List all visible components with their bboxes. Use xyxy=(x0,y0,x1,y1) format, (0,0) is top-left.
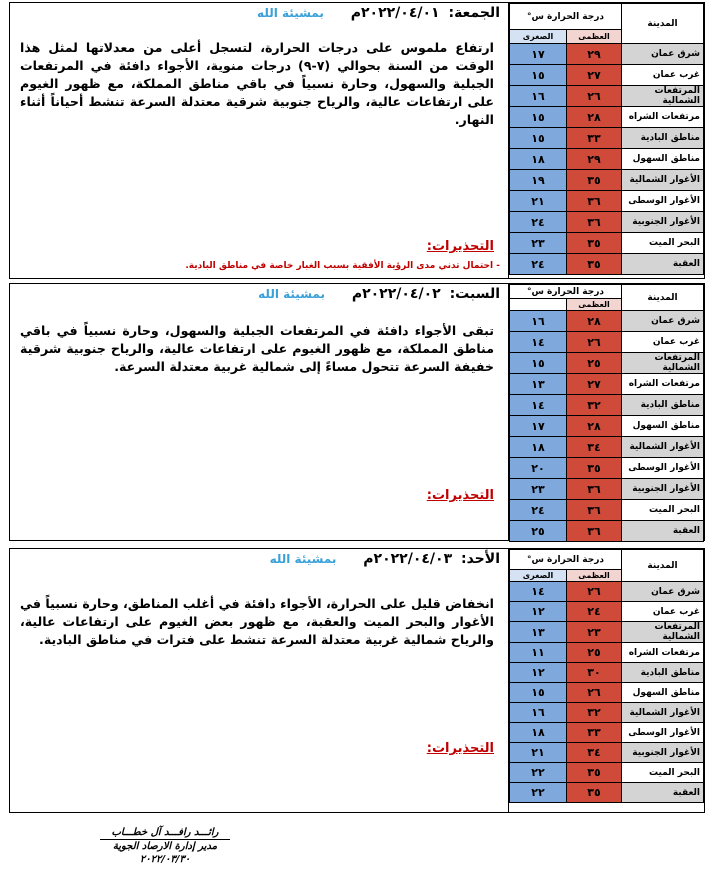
city-name: مناطق السهول xyxy=(622,149,704,170)
city-name: المرتفعات الشمالية xyxy=(622,353,704,374)
min-temp: ١٥ xyxy=(510,65,567,86)
table-row xyxy=(510,602,704,622)
max-temp: ٢٨ xyxy=(567,416,622,437)
city-name: الأغوار الوسطى xyxy=(622,458,704,479)
min-temp: ٢٢ xyxy=(510,783,567,803)
warning-note: - احتمال تدني مدى الرؤية الأفقية بسبب الغبار خاصة في مناطق البادية. xyxy=(185,261,500,271)
min-temp: ٢١ xyxy=(510,743,567,763)
max-temp: ٢٩ xyxy=(567,149,622,170)
max-temp: ٢٥ xyxy=(567,643,622,663)
table-row xyxy=(510,128,704,149)
city-header: المدينة xyxy=(622,4,704,44)
day-heading xyxy=(258,286,500,302)
min-temp: ١١ xyxy=(510,643,567,663)
city-header: المدينة xyxy=(622,285,704,311)
temperature-table-sunday xyxy=(508,549,704,812)
city-name: مناطق السهول xyxy=(622,416,704,437)
table-row xyxy=(510,191,704,212)
temp-header: درجة الحرارة س° xyxy=(510,550,622,570)
city-name: الأغوار الوسطى xyxy=(622,723,704,743)
table-row xyxy=(510,723,704,743)
min-temp: ١٣ xyxy=(510,374,567,395)
max-temp: ٢٦ xyxy=(567,683,622,703)
city-name: مرتفعات الشراه xyxy=(622,374,704,395)
city-name: العقبة xyxy=(622,254,704,275)
max-temp: ٣٣ xyxy=(567,128,622,149)
city-name: مناطق البادية xyxy=(622,663,704,683)
min-temp: ١٧ xyxy=(510,416,567,437)
max-temp: ٣٦ xyxy=(567,479,622,500)
max-temp: ٣٤ xyxy=(567,437,622,458)
min-temp: ١٥ xyxy=(510,128,567,149)
max-temp: ٢٧ xyxy=(567,65,622,86)
max-temp: ٣٥ xyxy=(567,233,622,254)
day-block-friday xyxy=(9,2,705,279)
temperature-table-saturday xyxy=(508,284,704,540)
inshallah-label: بمشيئة الله xyxy=(257,6,324,20)
city-name: الأغوار الجنوبية xyxy=(622,212,704,233)
signature-title: مدير إدارة الارصاد الجوية xyxy=(112,841,218,852)
max-header: العظمى xyxy=(567,570,622,582)
max-temp: ٢٥ xyxy=(567,353,622,374)
table-row xyxy=(510,149,704,170)
min-temp: ١٧ xyxy=(510,44,567,65)
day-heading xyxy=(257,5,500,21)
forecast-text-panel xyxy=(10,3,508,278)
table-row xyxy=(510,582,704,602)
forecast-text-panel xyxy=(10,549,508,812)
city-name: مرتفعات الشراه xyxy=(622,643,704,663)
min-temp: ١٦ xyxy=(510,86,567,107)
min-temp: ١٣ xyxy=(510,622,567,643)
table-row xyxy=(510,374,704,395)
city-name: مناطق البادية xyxy=(622,128,704,149)
table-row xyxy=(510,703,704,723)
forecast-date: ٢٠٢٢/٠٤/٠١م xyxy=(350,5,440,21)
city-name: شرق عمان xyxy=(622,311,704,332)
forecast-description: انخفاض قليل على الحرارة، الأجواء دافئة في أغلب المناطق، وحارة نسبياً في الأغوار والبحر الميت والعقبة، مع ظهور بعض الغيوم على ارتفاعات عالية، والرياح شمالية غربية معتدلة السرعة تنشط على فترات في مناطق البادية. xyxy=(20,596,494,647)
min-temp: ١٤ xyxy=(510,395,567,416)
table-row xyxy=(510,521,704,542)
max-temp: ٣٥ xyxy=(567,254,622,275)
city-name: البحر الميت xyxy=(622,763,704,783)
min-temp: ٢٢ xyxy=(510,763,567,783)
min-temp: ٢٤ xyxy=(510,500,567,521)
forecast-description: تبقى الأجواء دافئة في المرتفعات الجبلية والسهول، وحارة نسبياً في باقي مناطق المملكة، مع ظهور الغيوم على ارتفاعات عالية، والرياح جنوبية شرقية خفيفة السرعة تتحول مساءً إلى شمالية غربية معتدلة السرعة. xyxy=(20,323,494,374)
table-row xyxy=(510,107,704,128)
city-name: غرب عمان xyxy=(622,65,704,86)
table-row xyxy=(510,254,704,275)
day-name: السبت: xyxy=(449,286,500,302)
forecast-description: ارتفاع ملموس على درجات الحرارة، لتسجل أعلى من معدلاتها لمثل هذا الوقت من السنة بحوالي (٧-٩) درجات منوية، الأجواء دافئة في المرتفعات الجبلية والسهول، وحارة نسبياً في باقي مناطق المملكة، مع ظهور الغيوم على ارتفاعات عالية، والرياح جنوبية شرقية معتدلة السرعة تنشط أحياناً أثناء النهار. xyxy=(20,40,494,127)
min-temp: ١٢ xyxy=(510,663,567,683)
temperature-table-friday xyxy=(508,3,704,278)
forecast-date: ٢٠٢٢/٠٤/٠٢م xyxy=(351,286,441,302)
day-name: الأحد: xyxy=(461,551,500,567)
max-temp: ٣٥ xyxy=(567,458,622,479)
city-name: الأغوار الشمالية xyxy=(622,703,704,723)
table-row xyxy=(510,233,704,254)
city-name: الأغوار الجنوبية xyxy=(622,743,704,763)
min-temp: ٢١ xyxy=(510,191,567,212)
min-temp: ٢٣ xyxy=(510,233,567,254)
table-row xyxy=(510,683,704,703)
city-name: غرب عمان xyxy=(622,602,704,622)
table-row xyxy=(510,458,704,479)
city-name: شرق عمان xyxy=(622,44,704,65)
forecast-text-panel xyxy=(10,284,508,540)
table-row xyxy=(510,65,704,86)
max-temp: ٢٦ xyxy=(567,582,622,602)
max-temp: ٢٣ xyxy=(567,622,622,643)
warnings-label: التحذيرات: xyxy=(426,239,494,254)
max-temp: ٣٦ xyxy=(567,521,622,542)
max-temp: ٣٢ xyxy=(567,703,622,723)
table-row xyxy=(510,743,704,763)
max-temp: ٣٥ xyxy=(567,783,622,803)
max-temp: ٣٥ xyxy=(567,170,622,191)
city-name: العقبة xyxy=(622,521,704,542)
signature-block xyxy=(100,826,230,866)
min-temp: ١٥ xyxy=(510,353,567,374)
signature-name: رائـــد رافـــد آل خطـــاب xyxy=(100,826,230,840)
max-temp: ٣٣ xyxy=(567,723,622,743)
min-temp: ١٥ xyxy=(510,107,567,128)
max-temp: ٣٥ xyxy=(567,763,622,783)
min-temp: ١٤ xyxy=(510,582,567,602)
min-temp: ٢٠ xyxy=(510,458,567,479)
city-name: الأغوار الشمالية xyxy=(622,437,704,458)
inshallah-label: بمشيئة الله xyxy=(258,287,325,301)
min-header: الصغرى xyxy=(510,30,567,44)
warnings-label: التحذيرات: xyxy=(426,741,494,756)
table-row xyxy=(510,479,704,500)
max-header: العظمى xyxy=(567,30,622,44)
min-temp: ١٤ xyxy=(510,332,567,353)
city-header: المدينة xyxy=(622,550,704,582)
min-temp: ١٢ xyxy=(510,602,567,622)
min-temp: ٢٣ xyxy=(510,479,567,500)
min-temp: ١٦ xyxy=(510,311,567,332)
min-temp: ٢٤ xyxy=(510,254,567,275)
min-temp: ١٩ xyxy=(510,170,567,191)
max-temp: ٢٧ xyxy=(567,374,622,395)
city-name: شرق عمان xyxy=(622,582,704,602)
max-temp: ٣٤ xyxy=(567,743,622,763)
min-header: الصغرى xyxy=(510,570,567,582)
max-temp: ٣٦ xyxy=(567,191,622,212)
table-row xyxy=(510,643,704,663)
city-name: مرتفعات الشراه xyxy=(622,107,704,128)
city-name: الأغوار الشمالية xyxy=(622,170,704,191)
city-name: الأغوار الوسطى xyxy=(622,191,704,212)
city-name: المرتفعات الشمالية xyxy=(622,86,704,107)
city-name: البحر الميت xyxy=(622,233,704,254)
table-row xyxy=(510,416,704,437)
max-temp: ٢٤ xyxy=(567,602,622,622)
min-temp: ١٥ xyxy=(510,683,567,703)
table-row xyxy=(510,86,704,107)
temp-header: درجة الحرارة س° xyxy=(510,285,622,299)
min-temp: ١٨ xyxy=(510,149,567,170)
table-row xyxy=(510,170,704,191)
table-row xyxy=(510,437,704,458)
city-name: الأغوار الجنوبية xyxy=(622,479,704,500)
day-block-saturday xyxy=(9,283,705,541)
city-name: مناطق السهول xyxy=(622,683,704,703)
city-name: المرتفعات الشمالية xyxy=(622,622,704,643)
min-temp: ١٨ xyxy=(510,723,567,743)
day-heading xyxy=(270,551,500,567)
table-row xyxy=(510,212,704,233)
min-temp: ١٨ xyxy=(510,437,567,458)
table-row xyxy=(510,663,704,683)
min-temp: ٢٤ xyxy=(510,212,567,233)
table-row xyxy=(510,395,704,416)
min-header-empty xyxy=(510,299,567,311)
city-name: مناطق البادية xyxy=(622,395,704,416)
table-row xyxy=(510,500,704,521)
max-temp: ٢٦ xyxy=(567,86,622,107)
max-temp: ٣٢ xyxy=(567,395,622,416)
temp-header: درجة الحرارة س° xyxy=(510,4,622,30)
max-temp: ٢٩ xyxy=(567,44,622,65)
day-block-sunday xyxy=(9,548,705,813)
max-temp: ٣٠ xyxy=(567,663,622,683)
city-name: غرب عمان xyxy=(622,332,704,353)
signature-date: ٢٠٢٢/٠٣/٣٠ xyxy=(139,854,191,865)
city-name: البحر الميت xyxy=(622,500,704,521)
table-row xyxy=(510,783,704,803)
table-row xyxy=(510,763,704,783)
min-temp: ٢٥ xyxy=(510,521,567,542)
table-row xyxy=(510,44,704,65)
max-header: العظمى xyxy=(567,299,622,311)
table-row xyxy=(510,332,704,353)
table-row xyxy=(510,311,704,332)
max-temp: ٢٦ xyxy=(567,332,622,353)
warnings-label: التحذيرات: xyxy=(426,488,494,503)
table-row xyxy=(510,353,704,374)
day-name: الجمعة: xyxy=(448,5,500,21)
inshallah-label: بمشيئة الله xyxy=(269,552,337,566)
max-temp: ٣٦ xyxy=(567,500,622,521)
max-temp: ٢٨ xyxy=(567,107,622,128)
forecast-date: ٢٠٢٢/٠٤/٠٣م xyxy=(363,551,453,567)
max-temp: ٢٨ xyxy=(567,311,622,332)
city-name: العقبة xyxy=(622,783,704,803)
min-temp: ١٦ xyxy=(510,703,567,723)
max-temp: ٣٦ xyxy=(567,212,622,233)
table-row xyxy=(510,622,704,643)
